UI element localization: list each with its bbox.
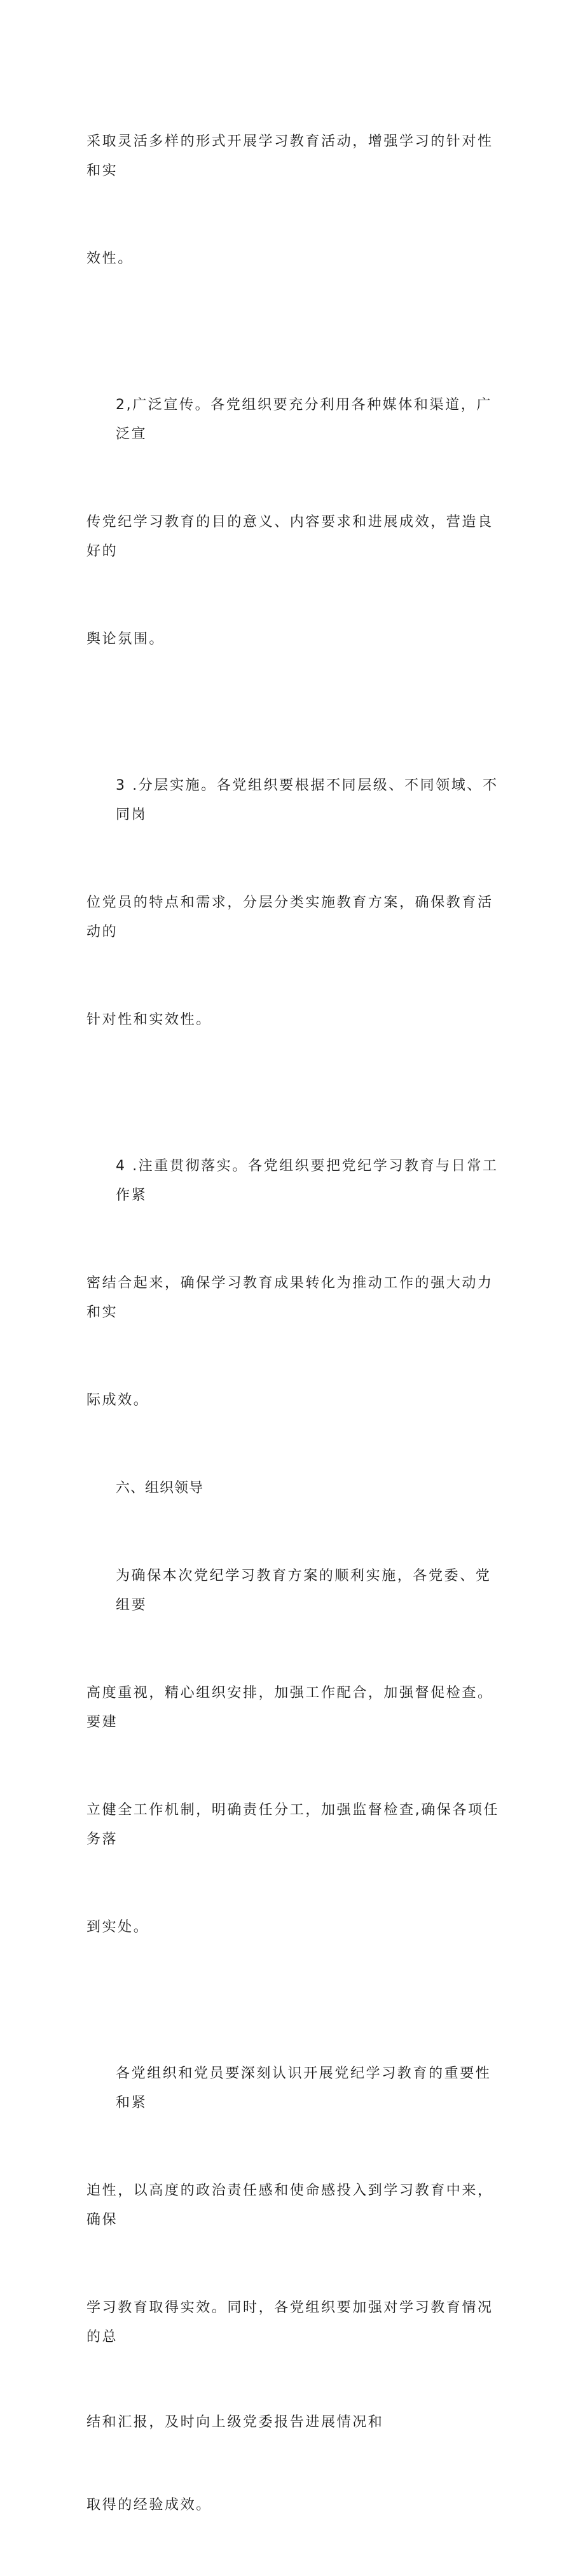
document-body [86,69,506,2576]
paragraph-3-layered-implementation [86,713,506,1093]
paragraph-1 [86,69,506,332]
paragraph-line: 效性。 [86,251,134,267]
paragraph-line: 位党员的特点和需求，分层分类实施教育方案，确保教育活动的 [86,895,493,940]
paragraph-line: 舆论氛围。 [86,631,165,647]
section-heading-organization-leadership: 六、组织领导 [116,1480,204,1496]
paragraph-line: 到实处。 [86,1919,149,1935]
paragraph-line: 2,广泛宣传。各党组织要充分利用各种媒体和渠道，广泛宣 [116,397,492,442]
paragraph-line: 结和汇报，及时向上级党委报告进展情况和 [86,2414,384,2430]
paragraph-4-implementation [86,1093,506,1474]
paragraph-6 [86,2001,506,2576]
paragraph-line: 传党纪学习教育的目的意义、内容要求和进展成效，营造良好的 [86,514,493,559]
paragraph-line: 采取灵活多样的形式开展学习教育活动，增强学习的针对性和实 [86,134,493,179]
paragraph-line: 高度重视，精心组织安排，加强工作配合，加强督促检查。要建 [86,1685,493,1730]
paragraph-line: 3 .分层实施。各党组织要根据不同层级、不同领域、不同岗 [116,778,499,823]
paragraph-line: 为确保本次党纪学习教育方案的顺利实施，各党委、党组要 [116,1568,492,1613]
paragraph-line: 取得的经验成效。 [86,2497,212,2513]
paragraph-line: 密结合起来，确保学习教育成果转化为推动工作的强大动力和实 [86,1275,493,1320]
paragraph-line: 针对性和实效性。 [86,1012,212,1028]
paragraph-line: 4 .注重贯彻落实。各党组织要把党纪学习教育与日常工作紧 [116,1158,499,1203]
paragraph-line: 立健全工作机制，明确责任分工，加强监督检查,确保各项任务落 [86,1802,500,1847]
paragraph-line: 各党组织和党员要深刻认识开展党纪学习教育的重要性和紧 [116,2066,492,2111]
paragraph-2-publicity [86,332,506,713]
paragraph-5 [86,1503,506,2001]
paragraph-line: 学习教育取得实效。同时，各党组织要加强对学习教育情况的总 [86,2300,493,2345]
paragraph-line: 际成效。 [86,1392,149,1408]
paragraph-line: 迫性，以高度的政治责任感和使命感投入到学习教育中来，确保 [86,2183,493,2228]
